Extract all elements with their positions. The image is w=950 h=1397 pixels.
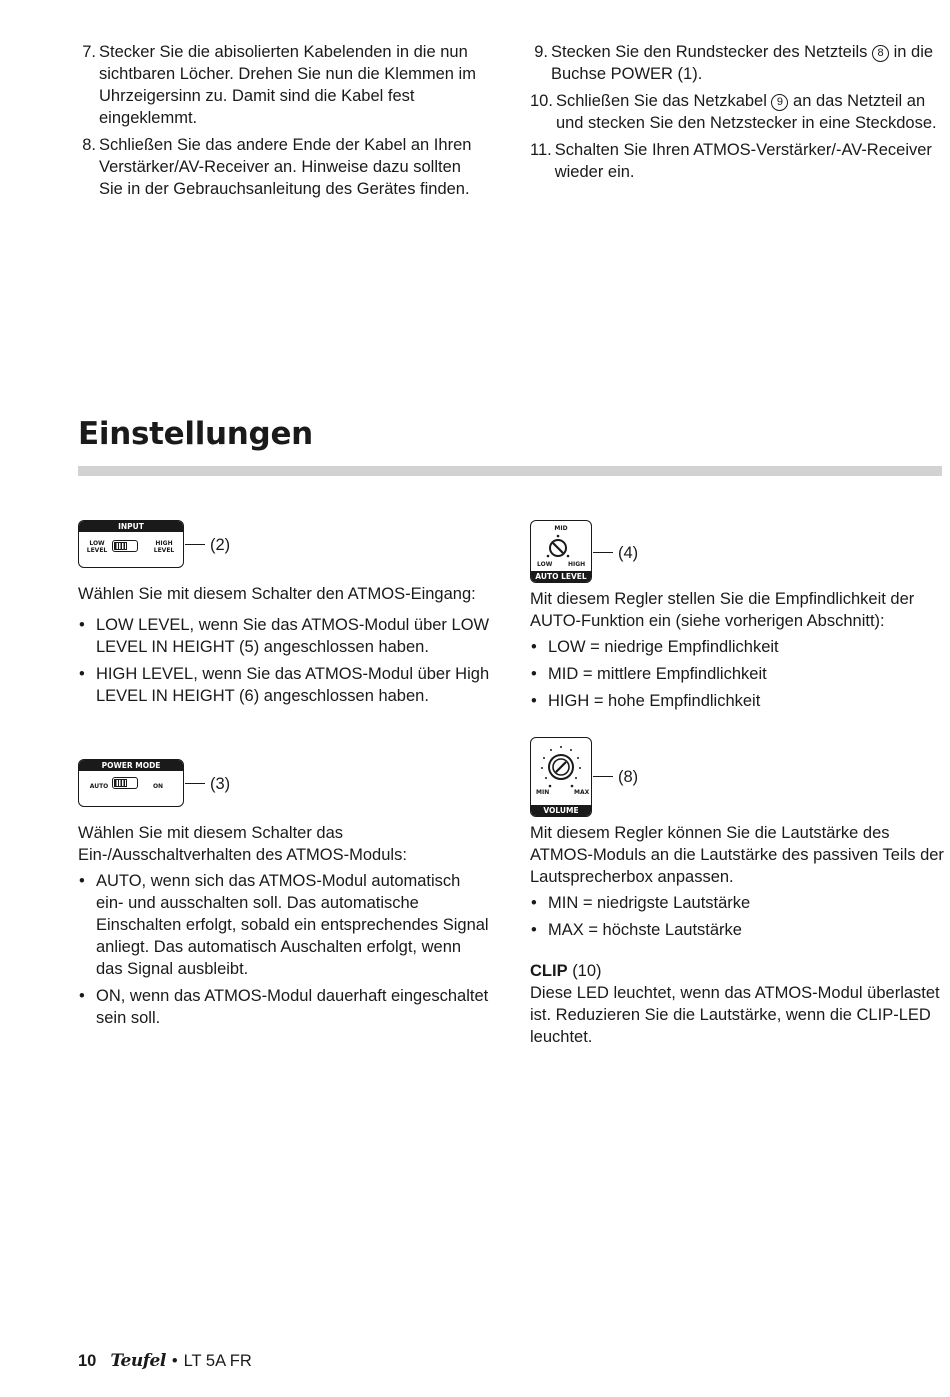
clip-title: CLIP	[530, 962, 568, 980]
auto-label: AUTO	[89, 783, 109, 790]
bullet-list	[530, 892, 945, 941]
paragraph: Wählen Sie mit diesem Schalter den ATMOS-Eingang:	[78, 585, 476, 603]
step-number: 8.	[82, 136, 96, 154]
brand-logo: Teufel	[110, 1351, 166, 1371]
list-item: • MID = mittlere Empfindlichkeit	[530, 663, 945, 685]
leader-line	[593, 776, 613, 777]
mid-label: MID	[554, 525, 568, 532]
volume-description	[530, 822, 945, 1048]
input-switch[interactable]	[112, 540, 138, 552]
clip-reference: (10)	[572, 962, 602, 980]
section-title: Einstellungen	[78, 416, 313, 452]
step-text: Schließen Sie das andere Ende der Kabel an Ihren Verstärker/AV-Receiver an. Hinweise dazu sollten Sie in der Gebrauchsanleitung des Gerätes finden.	[99, 136, 472, 198]
steps-list-right	[530, 41, 942, 183]
footer-separator: •	[171, 1352, 178, 1370]
clip-heading	[530, 960, 945, 982]
label-line: LEVEL	[86, 547, 108, 554]
list-item: • ON, wenn das ATMOS-Modul dauerhaft eingeschaltet sein soll.	[78, 985, 490, 1029]
label-line: LOW	[89, 540, 105, 547]
steps-list-left	[78, 41, 488, 200]
reference-number: (3)	[210, 775, 231, 793]
bullet-list	[530, 636, 945, 712]
steps-left-column	[78, 41, 488, 205]
reference-number: (2)	[210, 536, 231, 554]
step-text-part: an das Netzteil an und stecken Sie den Netzstecker in eine Steckdose.	[555, 92, 937, 132]
list-item: • HIGH = hohe Empfindlichkeit	[530, 690, 945, 712]
input-description	[78, 583, 490, 712]
clip-text: Diese LED leuchtet, wenn das ATMOS-Modul überlastet ist. Reduzieren Sie die Lautstärke, wenn die CLIP-LED leuchtet.	[530, 984, 940, 1046]
bullet-list	[78, 870, 490, 1029]
power-mode-description	[78, 822, 490, 1034]
step-text	[556, 90, 942, 134]
section-divider	[78, 466, 942, 476]
step-number: 9.	[534, 43, 548, 61]
list-item: • MAX = höchste Lautstärke	[530, 919, 945, 941]
step-number: 11.	[530, 141, 552, 159]
list-item	[530, 139, 942, 183]
max-label: MAX	[574, 789, 590, 796]
list-item: • LOW LEVEL, wenn Sie das ATMOS-Modul über LOW LEVEL IN HEIGHT (5) angeschlossen haben.	[78, 614, 490, 658]
label-line: LEVEL	[153, 547, 175, 554]
leader-line	[185, 783, 205, 784]
min-label: MIN	[536, 789, 550, 796]
input-switch-panel	[78, 520, 184, 568]
input-panel-title: INPUT	[79, 521, 183, 532]
page-number: 10	[78, 1352, 97, 1370]
step-number: 7.	[82, 43, 96, 61]
reference-number: (8)	[618, 768, 639, 786]
leader-line	[185, 544, 205, 545]
circled-number-9: 9	[771, 94, 788, 111]
bullet-list	[78, 614, 490, 707]
auto-level-panel-title: AUTO LEVEL	[531, 571, 591, 582]
step-text	[551, 41, 942, 85]
step-text: Schalten Sie Ihren ATMOS-Verstärker/-AV-Receiver wieder ein.	[554, 141, 932, 181]
switch-knob	[114, 542, 127, 550]
step-number: 10.	[530, 92, 553, 110]
model-name: LT 5A FR	[183, 1352, 252, 1370]
steps-right-column	[530, 41, 942, 188]
circled-number-8: 8	[872, 45, 889, 62]
list-item: • AUTO, wenn sich das ATMOS-Modul automatisch ein- und ausschalten soll. Das automatische Einschalten erfolgt, sobald ein entsprechendes Signal anliegt. Das automatisch Auschalten erfolgt, wenn das Signal ausbleibt.	[78, 870, 490, 980]
step-text-part: in die Buchse POWER (1).	[551, 43, 934, 83]
step-text-part: Schließen Sie das Netzkabel	[555, 92, 772, 110]
paragraph: Wählen Sie mit diesem Schalter das Ein-/Ausschaltverhalten des ATMOS-Moduls:	[78, 824, 407, 864]
paragraph: Mit diesem Regler können Sie die Lautstärke des ATMOS-Moduls an die Lautstärke des passiven Teils der Lautsprecherbox anpassen.	[530, 824, 944, 886]
low-level-label	[85, 540, 109, 554]
page-footer	[78, 1350, 252, 1372]
list-item	[530, 90, 942, 134]
list-item: • LOW = niedrige Empfindlichkeit	[530, 636, 945, 658]
volume-panel-title: VOLUME	[531, 805, 591, 816]
switch-knob	[114, 779, 127, 787]
list-item	[78, 41, 488, 129]
power-mode-switch-panel	[78, 759, 184, 807]
list-item: • MIN = niedrigste Lautstärke	[530, 892, 945, 914]
paragraph: Mit diesem Regler stellen Sie die Empfindlichkeit der AUTO-Funktion ein (siehe vorherigen Abschnitt):	[530, 590, 915, 630]
high-level-label	[151, 540, 177, 554]
reference-number: (4)	[618, 544, 639, 562]
high-label: HIGH	[568, 561, 586, 568]
volume-knob-panel	[530, 737, 592, 817]
step-text-part: Stecken Sie den Rundstecker des Netzteils	[551, 43, 873, 61]
list-item	[78, 134, 488, 200]
low-label: LOW	[537, 561, 553, 568]
leader-line	[593, 552, 613, 553]
auto-level-description	[530, 588, 945, 717]
list-item: • HIGH LEVEL, wenn Sie das ATMOS-Modul über High LEVEL IN HEIGHT (6) angeschlossen haben.	[78, 663, 490, 707]
label-line: HIGH	[155, 540, 173, 547]
on-label: ON	[152, 783, 164, 790]
auto-level-knob-panel	[530, 520, 592, 583]
list-item	[530, 41, 942, 85]
step-text: Stecker Sie die abisolierten Kabelenden in die nun sichtbaren Löcher. Drehen Sie nun die Klemmen im Uhrzeigersinn zu. Damit sind die Kabel fest eingeklemmt.	[99, 43, 476, 127]
power-mode-switch[interactable]	[112, 777, 138, 789]
power-mode-panel-title: POWER MODE	[79, 760, 183, 771]
